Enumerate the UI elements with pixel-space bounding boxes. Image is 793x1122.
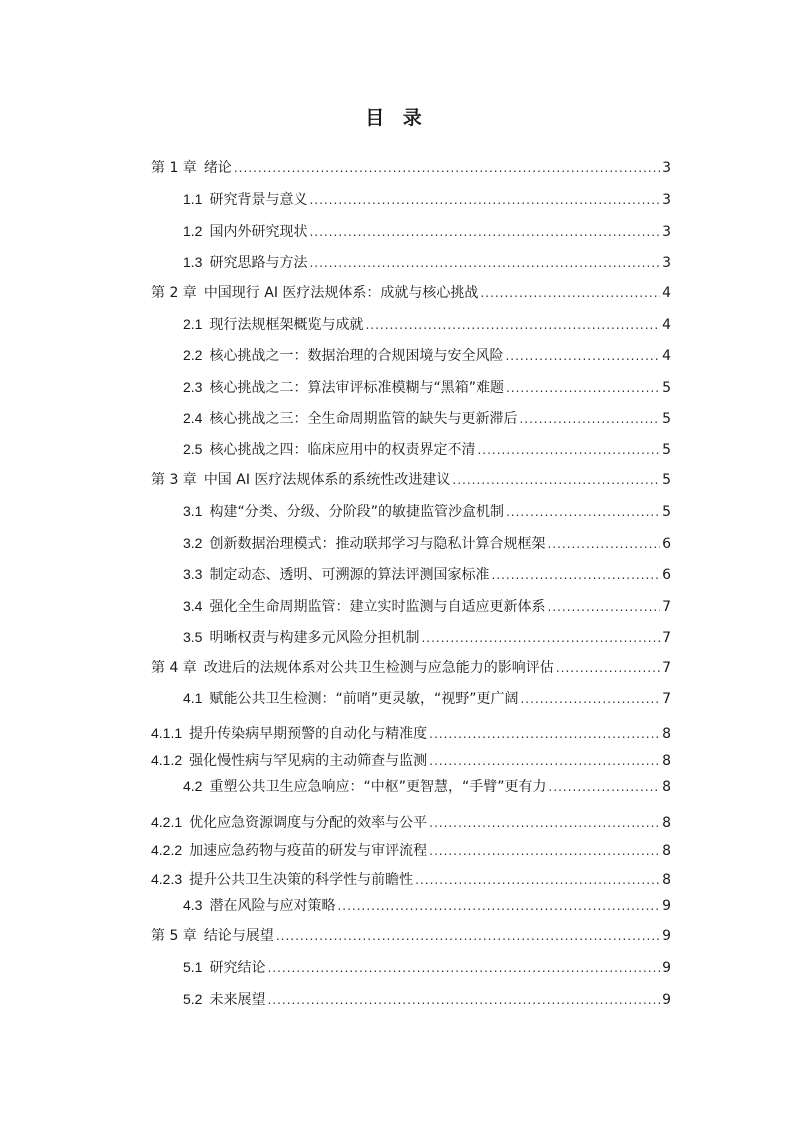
toc-entry-number: 第 5 章 bbox=[151, 928, 197, 944]
toc-entry-label: 创新数据治理模式：推动联邦学习与隐私计算合规框架 bbox=[209, 536, 546, 552]
toc-dot-leader bbox=[547, 597, 660, 617]
toc-entry-label: 核心挑战之二：算法审评标准模糊与“黑箱”难题 bbox=[209, 380, 504, 396]
toc-entry-subsection[interactable] bbox=[151, 869, 671, 889]
toc-entry-number: 5.2 bbox=[183, 991, 203, 1007]
toc-entry-label: 赋能公共卫生检测：“前哨”更灵敏，“视野”更广阔 bbox=[209, 691, 519, 707]
toc-entry-chapter[interactable] bbox=[151, 658, 671, 678]
toc-entry-section[interactable] bbox=[183, 957, 671, 977]
toc-entry-label: 强化全生命周期监管：建立实时监测与自适应更新体系 bbox=[209, 599, 546, 615]
toc-entry-page: 8 bbox=[662, 843, 671, 859]
toc-entry-label: 研究结论 bbox=[209, 960, 266, 976]
toc-entry-section[interactable] bbox=[183, 377, 671, 397]
toc-entry-page: 5 bbox=[662, 504, 671, 520]
toc-entry-page: 9 bbox=[662, 928, 671, 944]
toc-entry-number: 第 2 章 bbox=[151, 285, 197, 301]
toc-entry-number: 4.2.1 bbox=[151, 814, 183, 830]
toc-entry-number: 1.3 bbox=[183, 254, 203, 270]
toc-entry-number: 3.1 bbox=[183, 503, 203, 519]
toc-entry-section[interactable] bbox=[183, 345, 671, 365]
toc-entry-chapter[interactable] bbox=[151, 470, 671, 490]
toc-entry-label: 核心挑战之四：临床应用中的权责界定不清 bbox=[209, 442, 476, 458]
toc-entry-page: 5 bbox=[662, 411, 671, 427]
toc-entry-subsection[interactable] bbox=[151, 723, 671, 743]
toc-entry-number: 4.1 bbox=[183, 690, 203, 706]
toc-entry-section[interactable] bbox=[183, 627, 671, 647]
toc-dot-leader bbox=[429, 724, 660, 744]
toc-entry-number: 第 3 章 bbox=[151, 472, 197, 488]
toc-entry-section[interactable] bbox=[183, 596, 671, 616]
toc-entry-section[interactable] bbox=[183, 533, 671, 553]
toc-entry-label: 现行法规框架概览与成就 bbox=[209, 317, 364, 333]
toc-entry-chapter[interactable] bbox=[151, 926, 671, 946]
toc-entry-label: 优化应急资源调度与分配的效率与公平 bbox=[189, 815, 428, 831]
toc-entry-label: 绪论 bbox=[203, 160, 232, 176]
toc-entry-number: 4.3 bbox=[183, 897, 203, 913]
toc-entry-label: 制定动态、透明、可溯源的算法评测国家标准 bbox=[209, 567, 490, 583]
toc-entry-subsection[interactable] bbox=[151, 812, 671, 832]
toc-dot-leader bbox=[547, 534, 660, 554]
toc-entry-section[interactable] bbox=[183, 564, 671, 584]
toc-dot-leader bbox=[421, 628, 660, 648]
toc-dot-leader bbox=[491, 565, 660, 585]
toc-entry-label: 强化慢性病与罕见病的主动筛查与监测 bbox=[189, 753, 428, 769]
toc-entry-section[interactable] bbox=[183, 314, 671, 334]
toc-dot-leader bbox=[365, 315, 660, 335]
toc-entry-page: 8 bbox=[662, 753, 671, 769]
toc-entry-label: 潜在风险与应对策略 bbox=[209, 898, 336, 914]
toc-entry-number: 2.3 bbox=[183, 379, 203, 395]
toc-dot-leader bbox=[548, 777, 660, 797]
toc-entry-number: 4.2.3 bbox=[151, 871, 183, 887]
toc-dot-leader bbox=[429, 751, 660, 771]
toc-entry-page: 3 bbox=[662, 255, 671, 271]
toc-entry-page: 7 bbox=[662, 691, 671, 707]
toc-dot-leader bbox=[309, 222, 660, 242]
toc-entry-page: 8 bbox=[662, 815, 671, 831]
toc-entry-number: 第 4 章 bbox=[151, 660, 197, 676]
toc-dot-leader bbox=[505, 346, 660, 366]
toc-entry-label: 研究背景与意义 bbox=[209, 192, 308, 208]
toc-dot-leader bbox=[309, 190, 660, 210]
toc-entry-number: 3.2 bbox=[183, 535, 203, 551]
toc-entry-page: 9 bbox=[662, 898, 671, 914]
toc-entry-number: 5.1 bbox=[183, 959, 203, 975]
toc-dot-leader bbox=[415, 870, 660, 890]
toc-dot-leader bbox=[267, 990, 660, 1010]
toc-entry-number: 4.1.1 bbox=[151, 725, 183, 741]
toc-entry-label: 重塑公共卫生应急响应：“中枢”更智慧，“手臂”更有力 bbox=[209, 779, 547, 795]
toc-entry-section[interactable] bbox=[183, 776, 671, 796]
toc-entry-number: 1.2 bbox=[183, 223, 203, 239]
toc-entry-number: 2.5 bbox=[183, 441, 203, 457]
toc-entry-page: 7 bbox=[662, 599, 671, 615]
toc-entry-subsection[interactable] bbox=[151, 840, 671, 860]
toc-entry-label: 核心挑战之三：全生命周期监管的缺失与更新滞后 bbox=[209, 411, 518, 427]
toc-entry-label: 结论与展望 bbox=[203, 928, 274, 944]
toc-entry-section[interactable] bbox=[183, 189, 671, 209]
toc-dot-leader bbox=[234, 158, 660, 178]
toc-entry-chapter[interactable] bbox=[151, 158, 671, 178]
toc-entry-section[interactable] bbox=[183, 895, 671, 915]
toc-entry-section[interactable] bbox=[183, 501, 671, 521]
toc-entry-page: 7 bbox=[662, 630, 671, 646]
toc-entry-label: 提升传染病早期预警的自动化与精准度 bbox=[189, 726, 428, 742]
toc-dot-leader bbox=[477, 440, 660, 460]
toc-entry-section[interactable] bbox=[183, 439, 671, 459]
toc-entry-label: 构建“分类、分级、分阶段”的敏捷监管沙盒机制 bbox=[209, 504, 504, 520]
toc-entry-page: 8 bbox=[662, 779, 671, 795]
toc-entry-page: 4 bbox=[662, 348, 671, 364]
toc-entry-section[interactable] bbox=[183, 252, 671, 272]
toc-entry-page: 9 bbox=[662, 960, 671, 976]
toc-dot-leader bbox=[267, 958, 660, 978]
toc-entry-page: 6 bbox=[662, 536, 671, 552]
toc-entry-section[interactable] bbox=[183, 221, 671, 241]
toc-entry-page: 8 bbox=[662, 726, 671, 742]
toc-entry-number: 3.5 bbox=[183, 629, 203, 645]
toc-entry-number: 4.2 bbox=[183, 778, 203, 794]
toc-dot-leader bbox=[429, 813, 660, 833]
toc-entry-number: 2.2 bbox=[183, 347, 203, 363]
toc-entry-page: 3 bbox=[662, 224, 671, 240]
toc-entry-label: 加速应急药物与疫苗的研发与审评流程 bbox=[189, 843, 428, 859]
toc-dot-leader bbox=[506, 502, 660, 522]
toc-entry-section[interactable] bbox=[183, 408, 671, 428]
toc-entry-label: 未来展望 bbox=[209, 992, 266, 1008]
toc-entry-number: 4.2.2 bbox=[151, 842, 183, 858]
toc-entry-label: 中国 AI 医疗法规体系的系统性改进建议 bbox=[203, 472, 451, 488]
toc-entry-number: 2.4 bbox=[183, 410, 203, 426]
toc-entry-number: 第 1 章 bbox=[151, 160, 197, 176]
toc-entry-page: 5 bbox=[662, 472, 671, 488]
toc-entry-number: 3.4 bbox=[183, 598, 203, 614]
toc-entry-page: 4 bbox=[662, 317, 671, 333]
toc-entry-label: 中国现行 AI 医疗法规体系：成就与核心挑战 bbox=[203, 285, 479, 301]
toc-entry-number: 3.3 bbox=[183, 566, 203, 582]
toc-entry-section[interactable] bbox=[183, 688, 671, 708]
toc-dot-leader bbox=[520, 689, 660, 709]
toc-entry-page: 6 bbox=[662, 567, 671, 583]
toc-dot-leader bbox=[480, 283, 660, 303]
toc-title: 目 录 bbox=[365, 107, 428, 129]
toc-entry-number: 4.1.2 bbox=[151, 752, 183, 768]
toc-entry-page: 3 bbox=[662, 192, 671, 208]
toc-entry-label: 提升公共卫生决策的科学性与前瞻性 bbox=[189, 872, 414, 888]
toc-dot-leader bbox=[276, 926, 660, 946]
toc-entry-label: 核心挑战之一：数据治理的合规困境与安全风险 bbox=[209, 348, 504, 364]
toc-entry-page: 8 bbox=[662, 872, 671, 888]
toc-entry-page: 3 bbox=[662, 160, 671, 176]
toc-entry-label: 改进后的法规体系对公共卫生检测与应急能力的影响评估 bbox=[203, 660, 554, 676]
toc-entry-page: 5 bbox=[662, 442, 671, 458]
toc-entry-chapter[interactable] bbox=[151, 283, 671, 303]
toc-entry-section[interactable] bbox=[183, 989, 671, 1009]
toc-dot-leader bbox=[337, 896, 660, 916]
toc-entry-page: 5 bbox=[662, 380, 671, 396]
toc-entry-label: 明晰权责与构建多元风险分担机制 bbox=[209, 630, 420, 646]
toc-dot-leader bbox=[556, 658, 660, 678]
toc-entry-page: 9 bbox=[662, 992, 671, 1008]
toc-dot-leader bbox=[309, 253, 660, 273]
toc-dot-leader bbox=[452, 470, 660, 490]
toc-entry-page: 7 bbox=[662, 660, 671, 676]
toc-entry-page: 4 bbox=[662, 285, 671, 301]
toc-entry-subsection[interactable] bbox=[151, 750, 671, 770]
toc-dot-leader bbox=[429, 841, 660, 861]
toc-entry-number: 2.1 bbox=[183, 316, 203, 332]
toc-entry-label: 国内外研究现状 bbox=[209, 224, 308, 240]
toc-dot-leader bbox=[519, 409, 660, 429]
toc-dot-leader bbox=[506, 378, 660, 398]
toc-entry-number: 1.1 bbox=[183, 191, 203, 207]
toc-entry-label: 研究思路与方法 bbox=[209, 255, 308, 271]
